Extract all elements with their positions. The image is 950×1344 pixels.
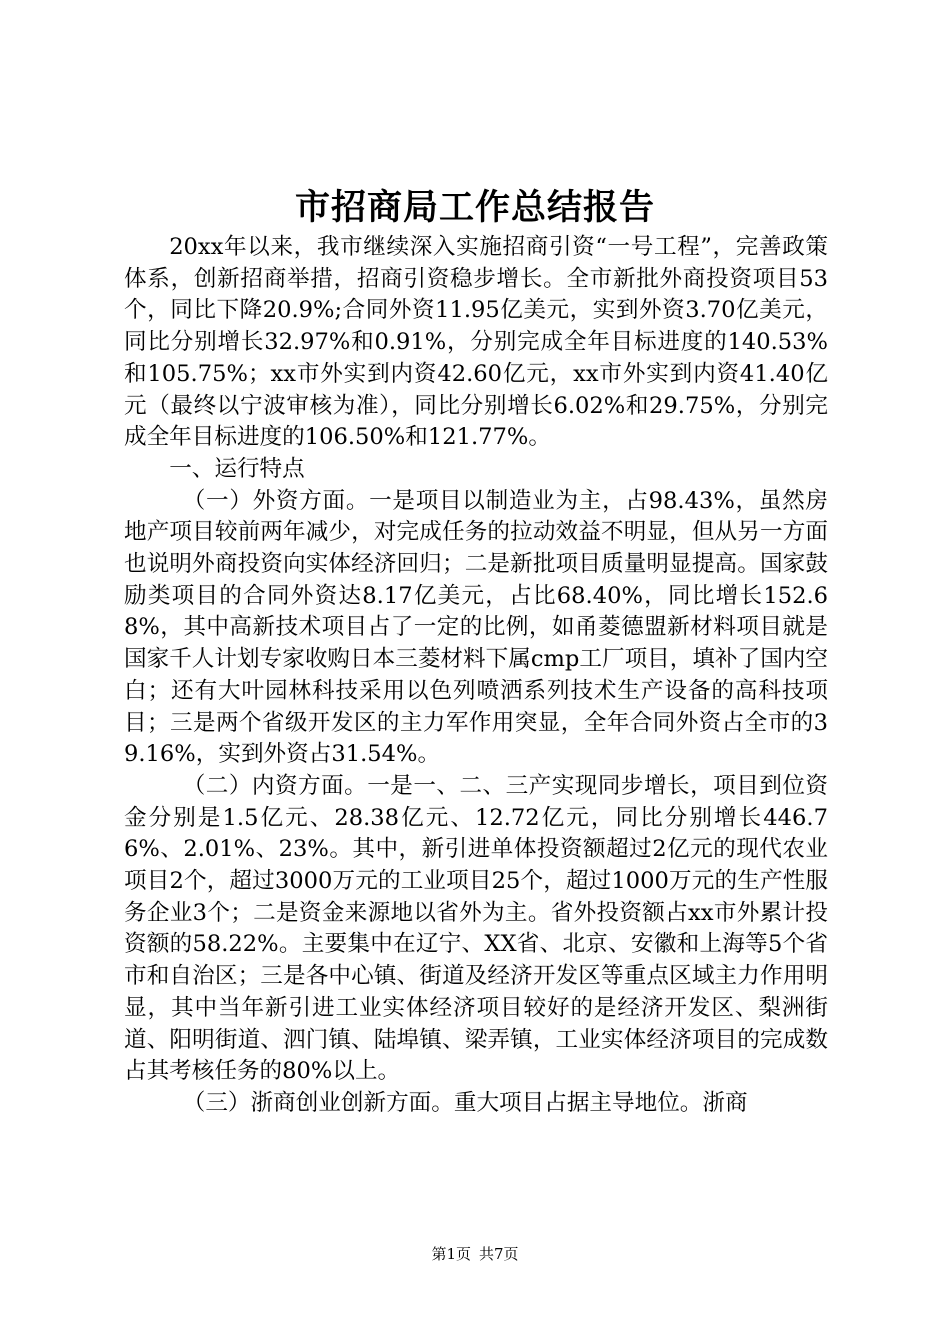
- zhejiang-business-paragraph: （三）浙商创业创新方面。重大项目占据主导地位。浙商: [182, 1089, 748, 1116]
- page-total: 共7页: [479, 1245, 519, 1263]
- section-heading-operation-features: 一、运行特点: [169, 455, 305, 482]
- page-number: 第1页: [431, 1245, 471, 1263]
- document-body: [124, 232, 828, 1120]
- page-footer: [0, 1243, 950, 1265]
- domestic-capital-paragraph: （二）内资方面。一是一、二、三产实现同步增长，项目到位资金分别是1.5亿元、28.38亿元、12.72亿元，同比分别增长446.76%、2.01%、23%。其中，新引进单体投资额超过2亿元的现代农业项目2个，超过3000万元的工业项目25个，超过1000万元的生产性服务企业3个；二是资金来源地以省外为主。省外投资额占xx市外累计投资额的58.22%。主要集中在辽宁、XX省、北京、安徽和上海等5个省市和自治区；三是各中心镇、街道及经济开发区等重点区域主力作用明显，其中当年新引进工业实体经济项目较好的是经济开发区、梨洲街道、阳明街道、泗门镇、陆埠镇、梁弄镇，工业实体经济项目的完成数占其考核任务的80%以上。: [124, 772, 828, 1085]
- foreign-capital-paragraph: （一）外资方面。一是项目以制造业为主，占98.43%，虽然房地产项目较前两年减少，对完成任务的拉动效益不明显，但从另一方面也说明外商投资向实体经济回归；二是新批项目质量明显提高。国家鼓励类项目的合同外资达8.17亿美元，占比68.40%，同比增长152.68%，其中高新技术项目占了一定的比例，如甬菱德盟新材料项目就是国家千人计划专家收购日本三菱材料下属cmp工厂项目，填补了国内空白；还有大叶园林科技采用以色列喷洒系列技术生产设备的高科技项目；三是两个省级开发区的主力军作用突显，全年合同外资占全市的39.16%，实到外资占31.54%。: [124, 487, 828, 768]
- document-title: 市招商局工作总结报告: [294, 187, 655, 228]
- intro-paragraph: 20xx年以来，我市继续深入实施招商引资“一号工程”，完善政策体系，创新招商举措，招商引资稳步增长。全市新批外商投资项目53个，同比下降20.9%;合同外资11.95亿美元，实到外资3.70亿美元，同比分别增长32.97%和0.91%，分别完成全年目标进度的140.53%和105.75%；xx市外实到内资42.60亿元，xx市外实到内资41.40亿元（最终以宁波审核为准），同比分别增长6.02%和29.75%，分别完成全年目标进度的106.50%和121.77%。: [124, 234, 828, 451]
